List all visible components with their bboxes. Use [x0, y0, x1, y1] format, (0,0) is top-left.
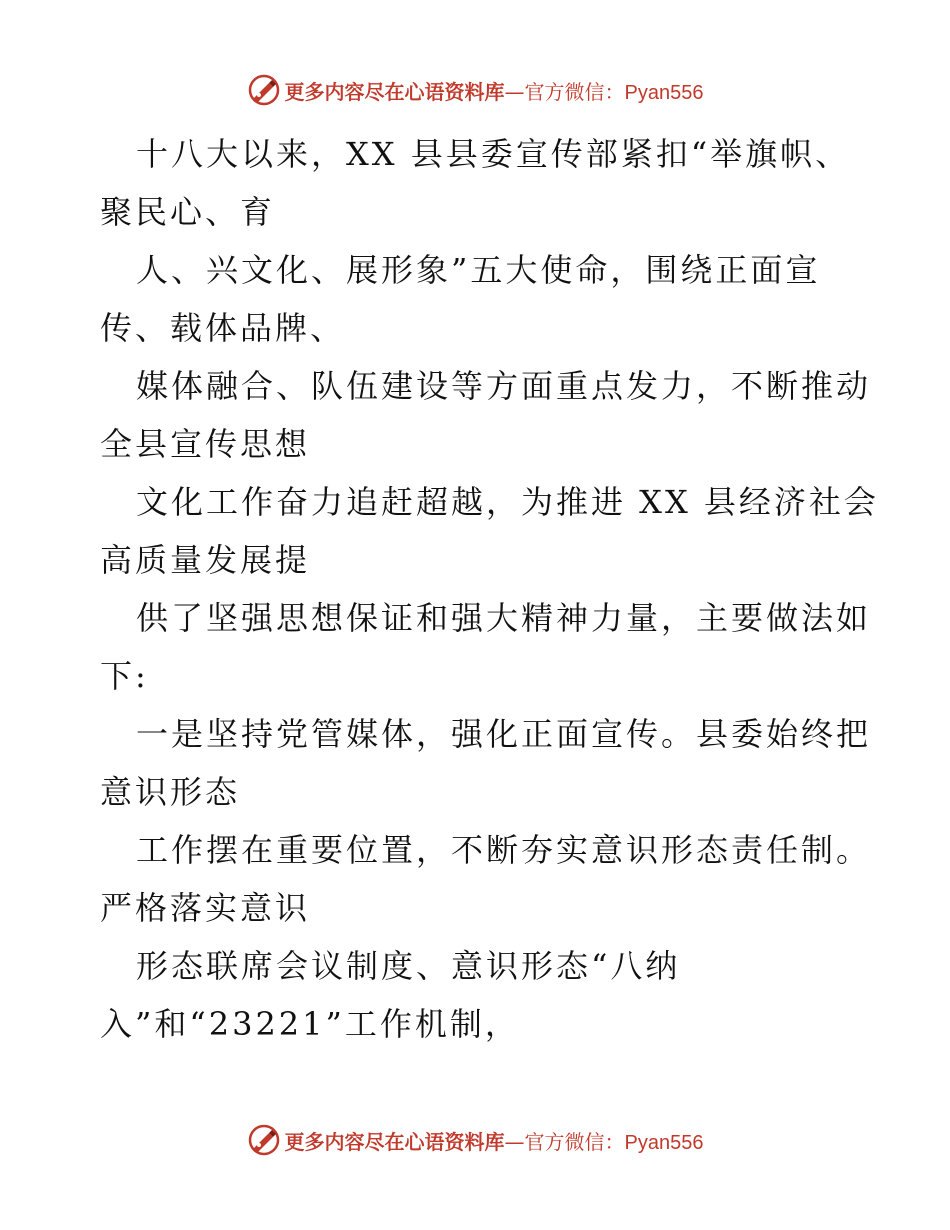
text-line-6: 全县宣传思想	[100, 425, 311, 463]
watermark-brand: 更多内容尽在心语资料库	[284, 79, 505, 104]
text-line-9: 供了坚强思想保证和强大精神力量，主要做法如	[136, 599, 872, 637]
text-line-7: 文化工作奋力追赶超越，为推进 XX 县经济社会	[136, 483, 879, 521]
text-line-12: 意识形态	[100, 773, 241, 811]
text-line-2: 聚民心、育	[100, 193, 276, 231]
document-body	[100, 125, 879, 1053]
watermark-separator: —	[504, 1129, 525, 1154]
text-line-5: 媒体融合、队伍建设等方面重点发力，不断推动	[136, 367, 872, 405]
pen-logo-icon	[247, 1123, 281, 1157]
text-line-3: 人、兴文化、展形象”五大使命，围绕正面宣	[136, 251, 821, 289]
text-line-15: 形态联席会议制度、意识形态“八纳	[136, 947, 681, 985]
pen-logo-icon	[247, 73, 281, 107]
text-line-16: 入”和“23221”工作机制，	[100, 1005, 520, 1043]
text-line-11: 一是坚持党管媒体，强化正面宣传。县委始终把	[136, 715, 872, 753]
text-line-13: 工作摆在重要位置，不断夯实意识形态责任制。	[136, 831, 872, 869]
watermark-wechat-id: Pyan556	[624, 81, 704, 104]
watermark-wechat-id: Pyan556	[624, 1131, 704, 1154]
text-line-10: 下:	[100, 657, 149, 695]
footer-watermark	[0, 1120, 950, 1160]
watermark-brand: 更多内容尽在心语资料库	[284, 1129, 505, 1154]
text-line-14: 严格落实意识	[100, 889, 311, 927]
watermark-separator: —	[504, 79, 525, 104]
text-line-8: 高质量发展提	[100, 541, 311, 579]
watermark-official-label: 官方微信：	[524, 1129, 625, 1154]
text-line-1: 十八大以来，XX 县县委宣传部紧扣“举旗帜、	[136, 135, 851, 173]
header-watermark	[0, 70, 950, 110]
text-line-4: 传、载体品牌、	[100, 309, 346, 347]
watermark-official-label: 官方微信：	[524, 79, 625, 104]
